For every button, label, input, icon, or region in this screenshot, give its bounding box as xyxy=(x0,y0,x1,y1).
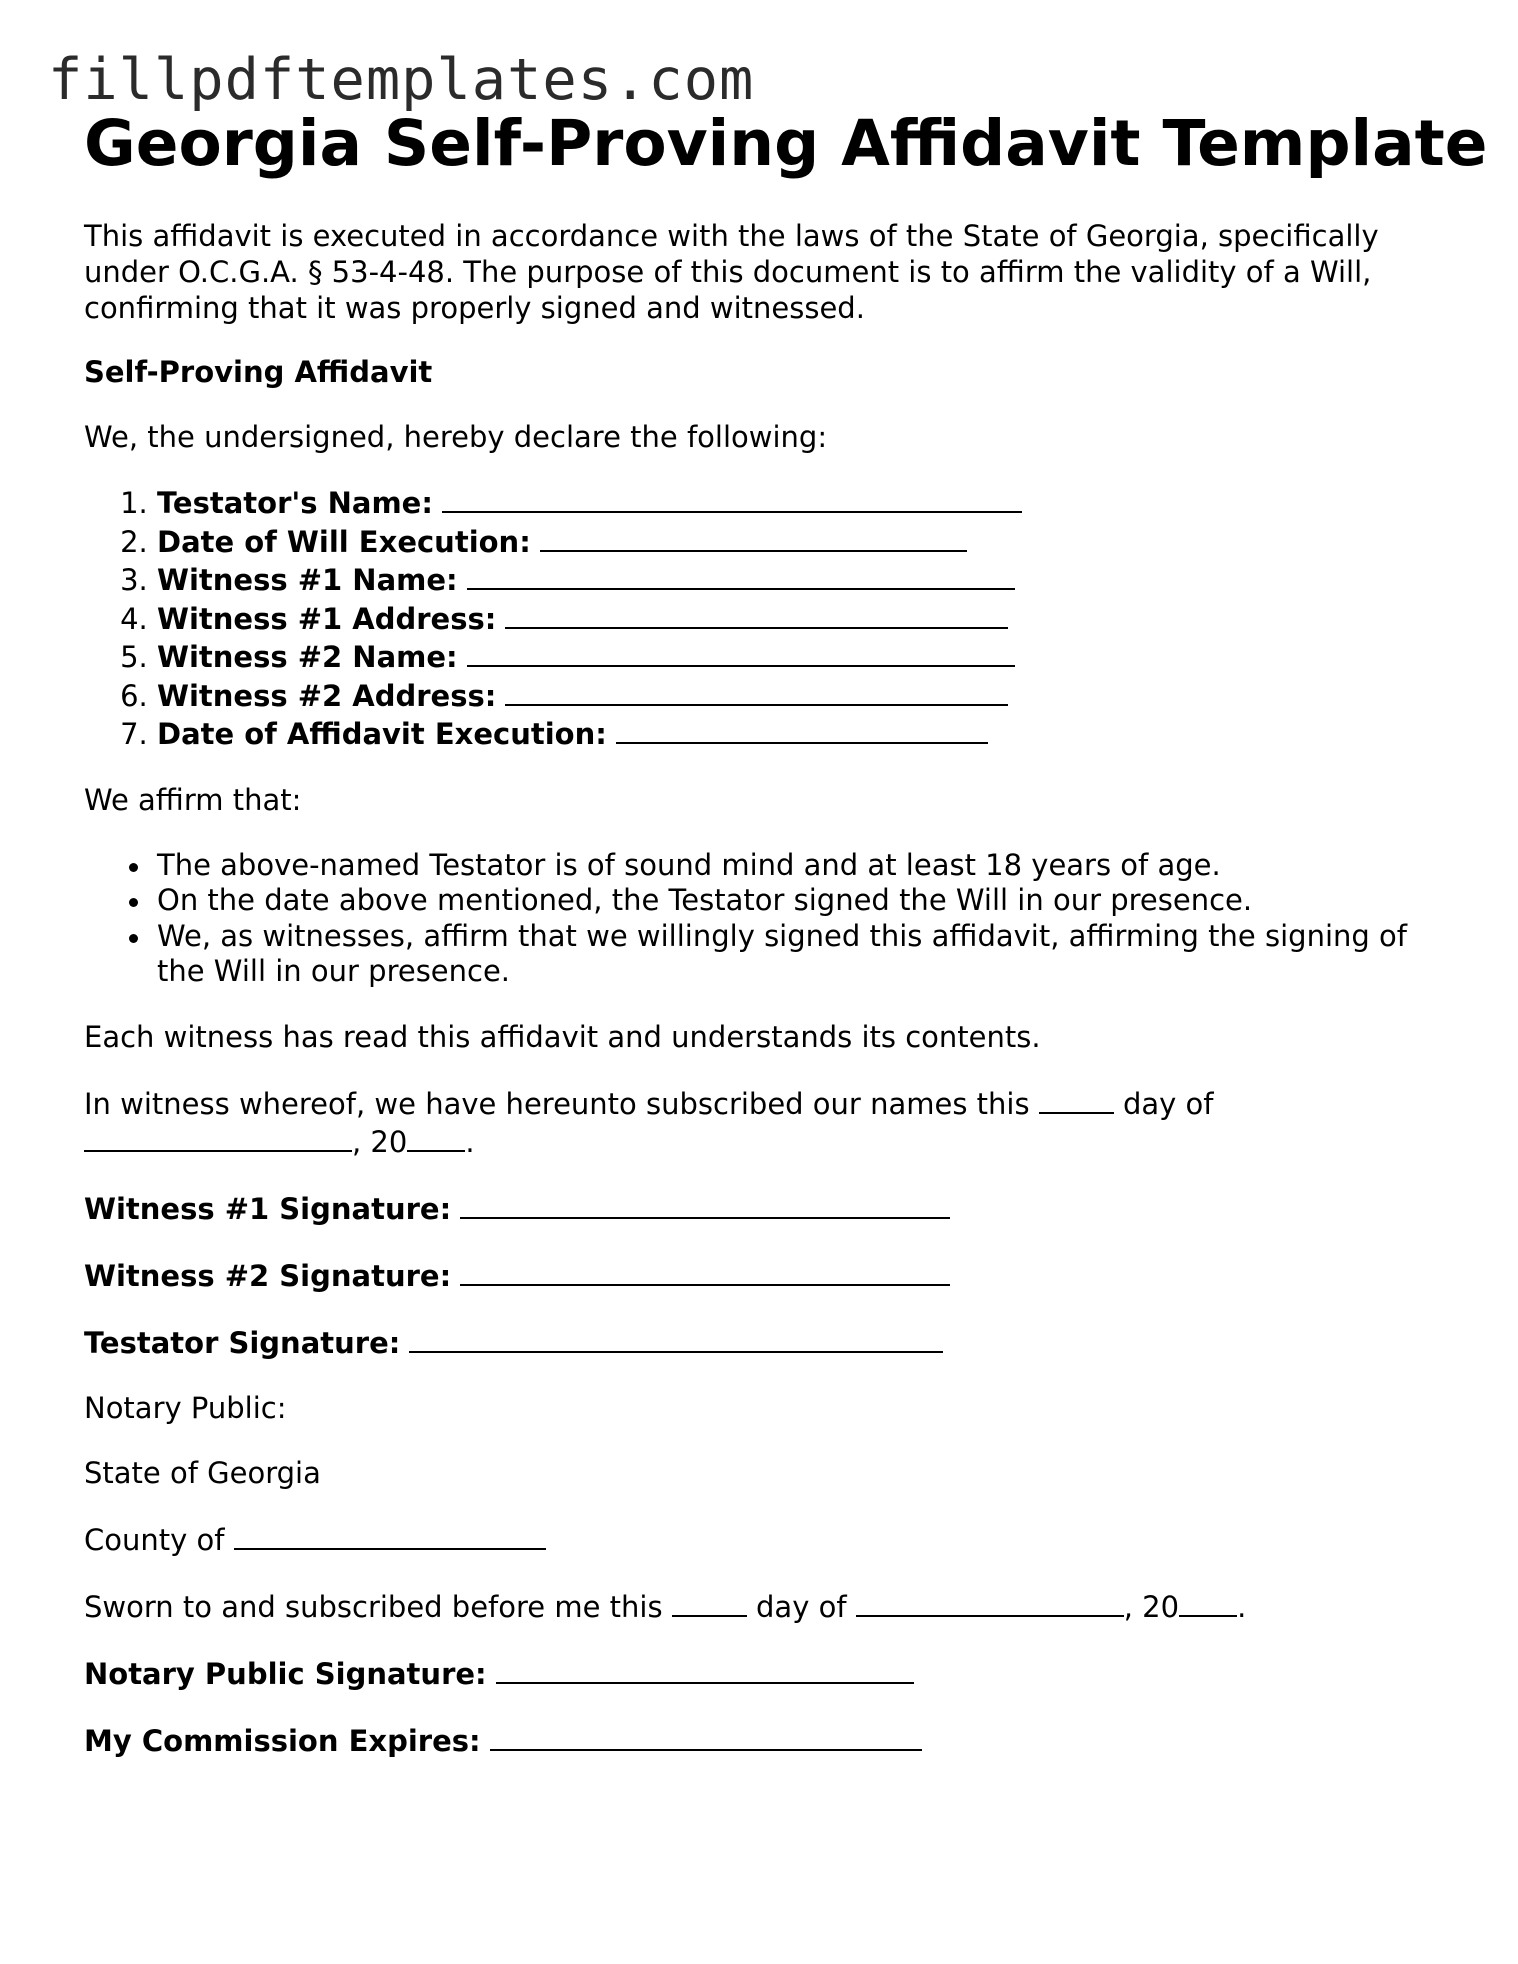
witness1-signature-label: Witness #1 Signature: xyxy=(84,1191,452,1226)
testator-signature-field[interactable] xyxy=(409,1323,943,1353)
field-label: Witness #2 Address: xyxy=(157,678,497,713)
witness2-name-field[interactable] xyxy=(467,637,1015,667)
witness1-address-field[interactable] xyxy=(505,599,1008,629)
field-label: Witness #1 Name: xyxy=(157,563,458,597)
sworn-day-of-text: day of xyxy=(756,1589,847,1624)
field-witness1-address xyxy=(157,599,1444,638)
witness2-signature-field[interactable] xyxy=(460,1256,950,1286)
sworn-day-field[interactable] xyxy=(672,1587,747,1617)
affirm-intro: We affirm that: xyxy=(84,782,302,817)
field-testator-name xyxy=(157,483,1444,522)
commission-expiry-field[interactable] xyxy=(490,1721,922,1751)
testator-signature-label: Testator Signature: xyxy=(84,1325,401,1360)
understanding-statement: Each witness has read this affidavit and understands its contents. xyxy=(84,1019,1041,1054)
affirmation-item: On the date above mentioned, the Testator signed the Will in our presence. xyxy=(157,883,1444,919)
field-affidavit-date xyxy=(157,714,1444,753)
notary-signature-label: Notary Public Signature: xyxy=(84,1656,487,1691)
witness1-name-field[interactable] xyxy=(467,560,1015,590)
field-witness1-name xyxy=(157,560,1444,599)
field-will-date xyxy=(157,522,1444,561)
testator-name-field[interactable] xyxy=(442,483,1022,513)
notary-county-line xyxy=(84,1520,1444,1558)
intro-paragraph: This affidavit is executed in accordance with the laws of the State of Georgia, specifically under O.C.G.A. § 53-4-48. The purpose of this document is to affirm the validity of a Will, confirming that it was properly signed and witnessed. xyxy=(84,219,1379,325)
field-witness2-address xyxy=(157,676,1444,715)
sworn-year-field[interactable] xyxy=(1179,1587,1237,1617)
field-label: Witness #1 Address: xyxy=(157,601,497,636)
notary-signature-line xyxy=(84,1654,1444,1692)
whereof-month-field[interactable] xyxy=(84,1122,352,1152)
witness2-signature-label: Witness #2 Signature: xyxy=(84,1258,452,1293)
affirmations-list xyxy=(84,848,1444,990)
section-heading: Self-Proving Affidavit xyxy=(84,355,433,389)
notary-signature-field[interactable] xyxy=(496,1654,914,1684)
field-label: Date of Affidavit Execution: xyxy=(157,717,607,751)
notary-state: State of Georgia xyxy=(84,1455,321,1490)
will-date-field[interactable] xyxy=(540,522,967,552)
whereof-day-field[interactable] xyxy=(1039,1084,1114,1114)
sworn-month-field[interactable] xyxy=(856,1587,1124,1617)
witness2-address-field[interactable] xyxy=(505,676,1008,706)
sworn-text: Sworn to and subscribed before me this xyxy=(84,1589,663,1624)
notary-sworn-line xyxy=(84,1587,1444,1625)
affirmation-item: The above-named Testator is of sound mind and at least 18 years of age. xyxy=(157,848,1444,884)
commission-expiry-label: My Commission Expires: xyxy=(84,1723,481,1758)
notary-label: Notary Public: xyxy=(84,1390,287,1425)
sworn-period: . xyxy=(1237,1589,1247,1624)
document-title: Georgia Self-Proving Affidavit Template xyxy=(84,107,1488,180)
watermark: fillpdftemplates.com xyxy=(48,47,755,113)
affirmation-item: We, as witnesses, affirm that we willingly signed this affidavit, affirming the signing of the Will in our presence. xyxy=(157,919,1444,990)
field-label: Date of Will Execution: xyxy=(157,524,531,559)
affidavit-date-field[interactable] xyxy=(616,714,988,744)
whereof-text: In witness whereof, we have hereunto subscribed our names this xyxy=(84,1086,1030,1121)
document-page xyxy=(84,104,1488,1759)
commission-expiry-line xyxy=(84,1721,1444,1759)
notary-county-label: County of xyxy=(84,1522,225,1557)
sworn-year-prefix: , 20 xyxy=(1123,1589,1180,1624)
field-label: Testator's Name: xyxy=(157,486,433,520)
notary-county-field[interactable] xyxy=(234,1520,546,1550)
whereof-year-field[interactable] xyxy=(407,1122,465,1152)
whereof-day-of-text: day of xyxy=(1123,1086,1214,1121)
whereof-period: . xyxy=(465,1124,475,1159)
whereof-statement xyxy=(84,1084,1444,1160)
witness1-signature-line xyxy=(84,1189,1444,1227)
field-label: Witness #2 Name: xyxy=(157,640,458,674)
field-witness2-name xyxy=(157,637,1444,676)
whereof-year-prefix: , 20 xyxy=(352,1124,408,1159)
affidavit-fields-list xyxy=(84,483,1444,753)
testator-signature-line xyxy=(84,1323,1444,1361)
declaration-text: We, the undersigned, hereby declare the following: xyxy=(84,420,828,454)
witness1-signature-field[interactable] xyxy=(460,1189,950,1219)
witness2-signature-line xyxy=(84,1256,1444,1294)
